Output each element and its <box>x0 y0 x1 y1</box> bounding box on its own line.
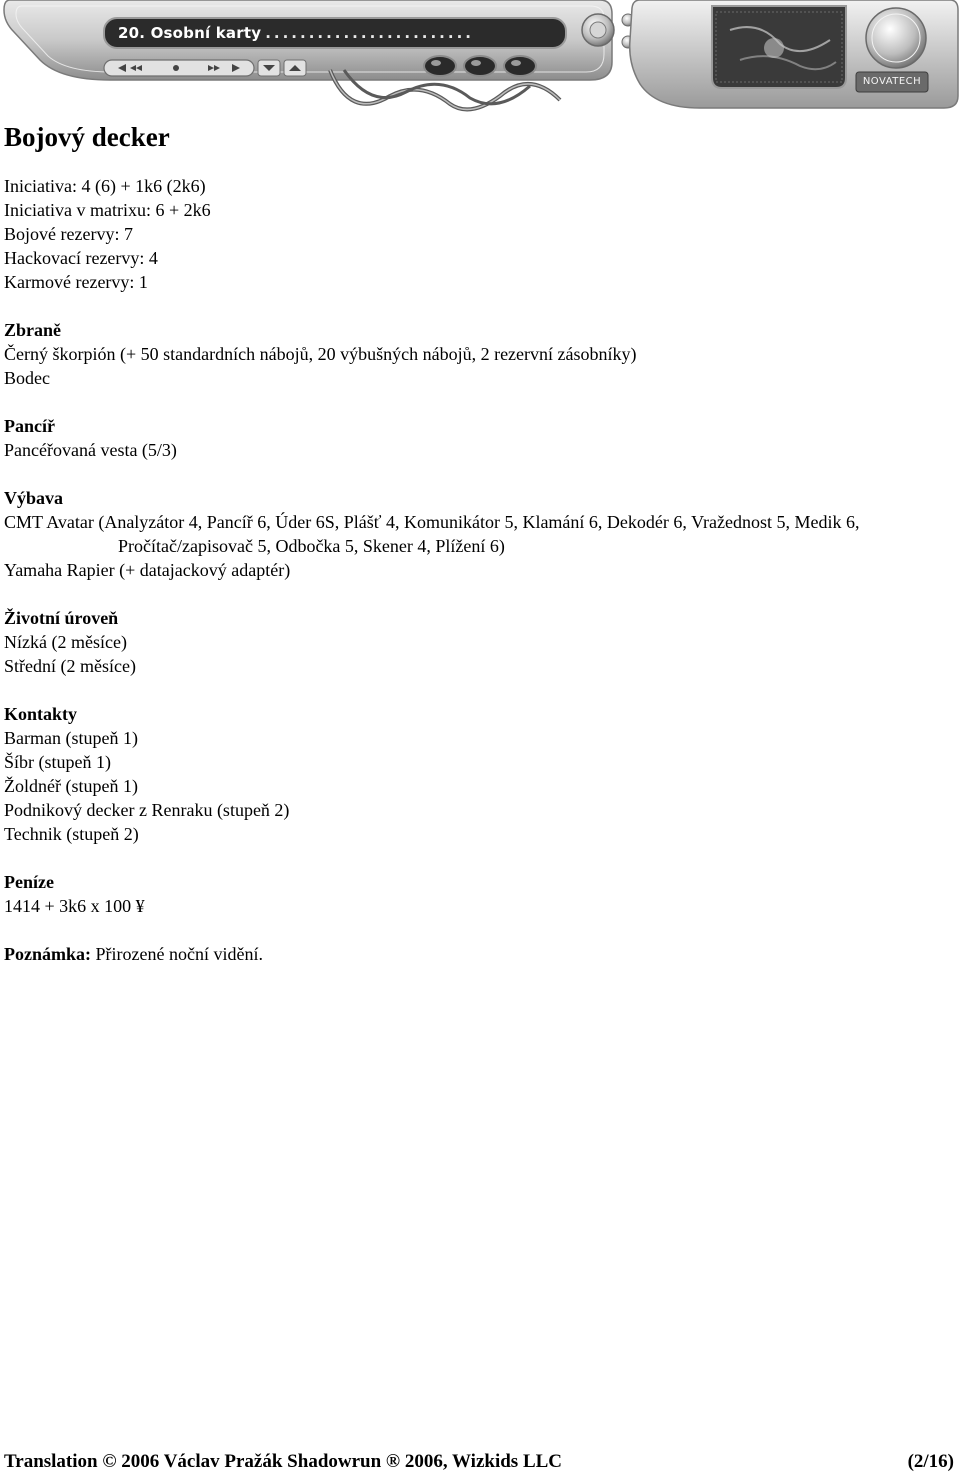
last-page-button[interactable] <box>226 60 252 76</box>
list-item: Yamaha Rapier (+ datajackový adaptér) <box>4 560 291 580</box>
list-item: Žoldnéř (stupeň 1) <box>4 776 138 796</box>
lifestyle-section <box>4 606 944 678</box>
section-heading: Kontakty <box>4 704 78 724</box>
list-item: Nízká (2 měsíce) <box>4 632 127 652</box>
page-number: (2/16) <box>907 1451 954 1472</box>
section-heading: Peníze <box>4 872 54 892</box>
footer-copyright: Translation © 2006 Václav Pražák Shadowrun ® 2006, Wizkids LLC <box>4 1451 563 1472</box>
chapter-title-bar <box>118 20 558 46</box>
note-label: Poznámka: <box>4 944 91 964</box>
first-page-button[interactable] <box>110 60 136 76</box>
scroll-up-button[interactable] <box>284 60 306 76</box>
character-sheet <box>4 118 944 966</box>
fast-forward-button[interactable] <box>200 60 226 76</box>
page-footer <box>4 1449 954 1475</box>
list-item: Šíbr (stupeň 1) <box>4 752 111 772</box>
section-heading: Zbraně <box>4 320 62 340</box>
list-item: Podnikový decker z Renraku (stupeň 2) <box>4 800 290 820</box>
device-banner <box>0 0 960 118</box>
list-item: Barman (stupeň 1) <box>4 728 138 748</box>
contacts-section <box>4 702 944 846</box>
note-text: Přirozené noční vidění. <box>91 944 263 964</box>
stat-hacking-pool: Hackovací rezervy: 4 <box>4 248 158 268</box>
gear-section <box>4 486 944 582</box>
list-item: Technik (stupeň 2) <box>4 824 139 844</box>
section-heading: Životní úroveň <box>4 608 119 628</box>
list-item: Černý škorpión (+ 50 standardních nábojů, 20 výbušných nábojů, 2 rezervní zásobníky) <box>4 344 637 364</box>
section-heading: Výbava <box>4 488 64 508</box>
weapons-section <box>4 318 944 390</box>
stat-karma-pool: Karmové rezervy: 1 <box>4 272 148 292</box>
list-item: CMT Avatar (Analyzátor 4, Pancíř 6, Úder 6S, Plášť 4, Komunikátor 5, Klamání 6, Dekodér 6, Vražednost 5, Medik 6, Pročítač/zapisovač 5, Odbočka 5, Skener 4, Plížení 6) <box>4 512 860 556</box>
stats-block <box>4 174 944 294</box>
stat-combat-pool: Bojové rezervy: 7 <box>4 224 133 244</box>
rewind-button[interactable] <box>136 60 162 76</box>
section-heading: Pancíř <box>4 416 55 436</box>
power-button[interactable] <box>866 8 926 68</box>
stat-initiative: Iniciativa: 4 (6) + 1k6 (2k6) <box>4 176 206 196</box>
stop-button[interactable] <box>164 60 190 76</box>
scroll-down-button[interactable] <box>258 60 280 76</box>
note <box>4 942 944 966</box>
stat-matrix-initiative: Iniciativa v matrixu: 6 + 2k6 <box>4 200 211 220</box>
money-value: 1414 + 3k6 x 100 ¥ <box>4 896 145 916</box>
money-section <box>4 870 944 918</box>
chapter-title: 20. Osobní karty <box>118 24 262 42</box>
list-item: Bodec <box>4 368 50 388</box>
knob-button[interactable] <box>582 14 614 46</box>
armor-section <box>4 414 944 462</box>
brand-plate: NOVATECH <box>862 76 922 87</box>
list-item: Pancéřovaná vesta (5/3) <box>4 440 177 460</box>
list-item: Střední (2 měsíce) <box>4 656 136 676</box>
page-title: Bojový decker <box>4 122 170 152</box>
device-frame-graphic <box>0 0 960 118</box>
chapter-title-dots: ........................ <box>265 24 474 42</box>
